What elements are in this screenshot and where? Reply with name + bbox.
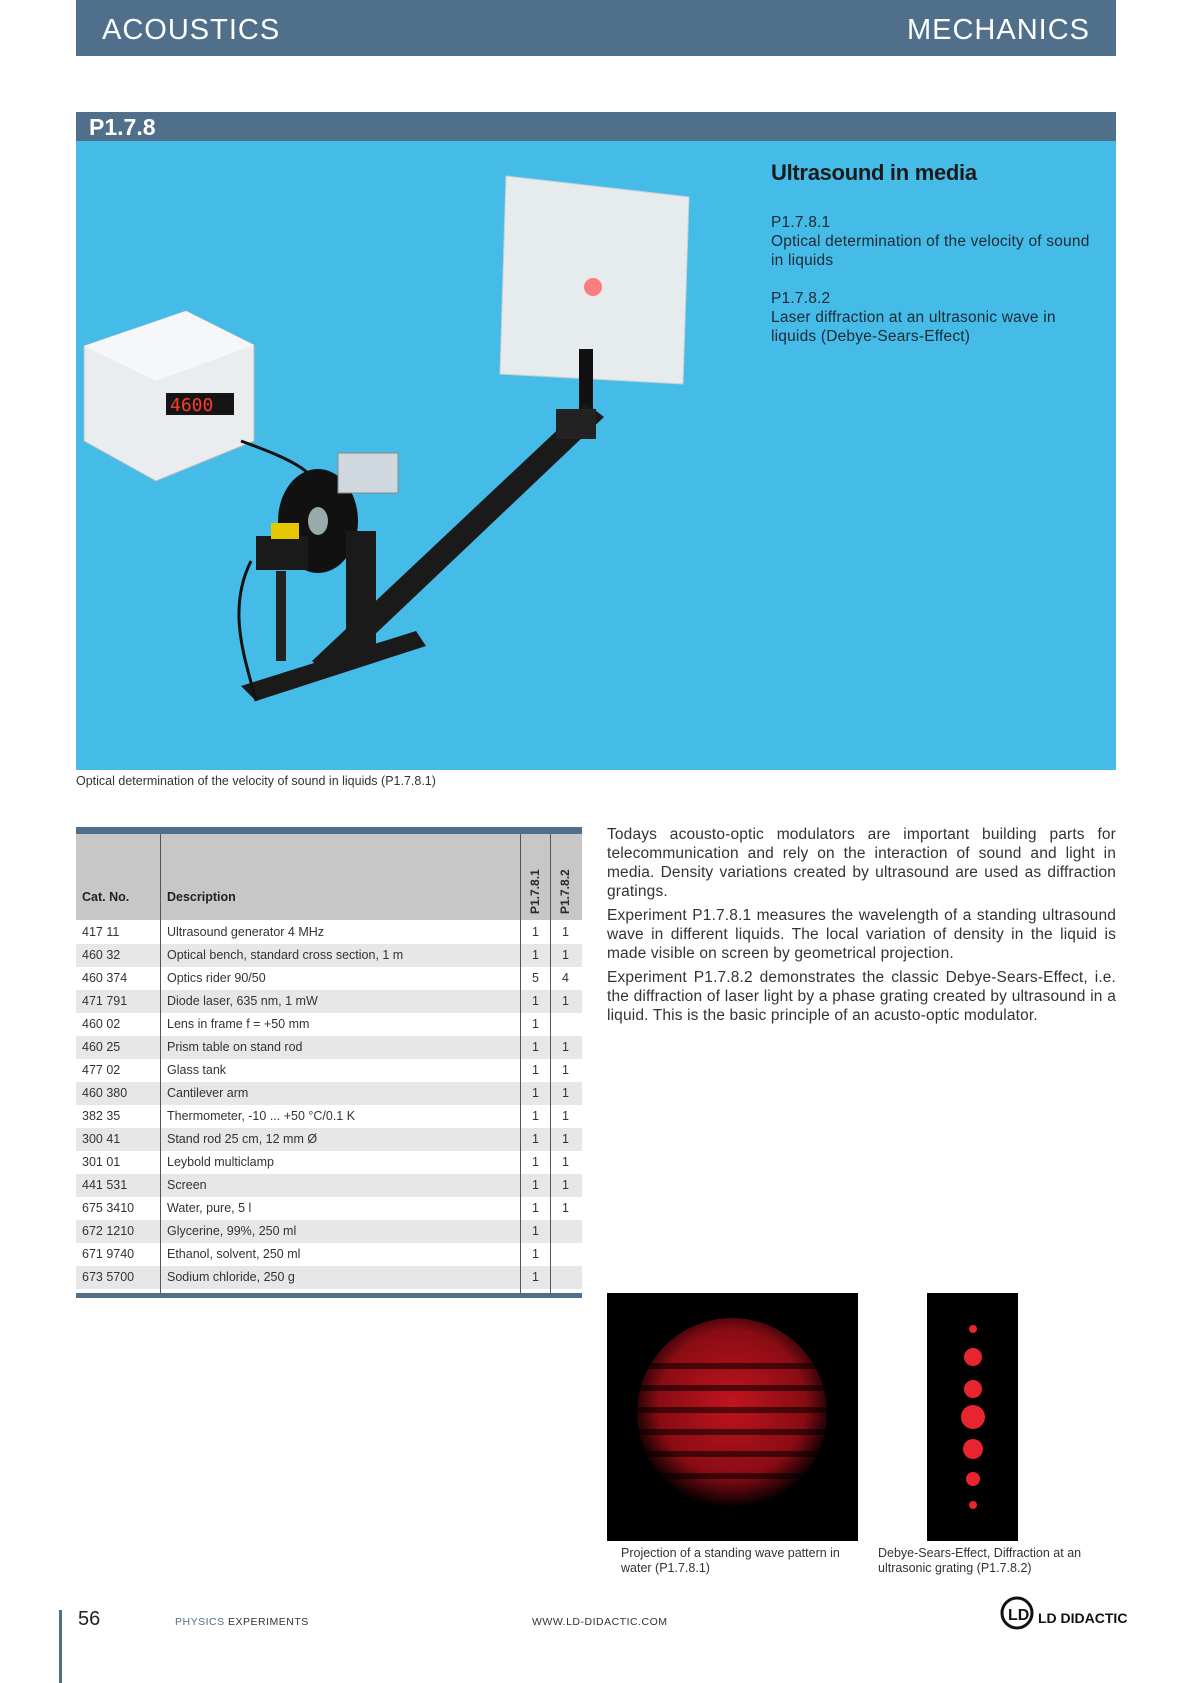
col-divider — [520, 834, 521, 1293]
photo-caption: Optical determination of the velocity of sound in liquids (P1.7.8.1) — [76, 774, 436, 788]
cell-qty-2: 4 — [562, 971, 569, 985]
cell-qty-2: 1 — [562, 1109, 569, 1123]
cell-description: Diode laser, 635 nm, 1 mW — [167, 994, 318, 1008]
cell-description: Stand rod 25 cm, 12 mm Ø — [167, 1132, 318, 1146]
diffraction-image — [927, 1293, 1018, 1541]
cell-qty-2: 1 — [562, 1155, 569, 1169]
ld-didactic-logo — [1000, 1593, 1128, 1633]
table-row — [76, 1220, 582, 1243]
cell-qty-1: 1 — [532, 925, 539, 939]
cell-qty-1: 1 — [532, 1086, 539, 1100]
cell-cat-no: 301 01 — [82, 1155, 121, 1169]
cell-cat-no: 672 1210 — [82, 1224, 135, 1238]
cell-cat-no: 477 02 — [82, 1063, 121, 1077]
experiment-photo — [76, 141, 1116, 770]
body-paragraph-2: Experiment P1.7.8.1 measures the wavelength of a standing ultrasound wave in different liquids. The local variation of density in the liquid is made visible on screen by geometrical projection. — [607, 907, 1116, 962]
cell-qty-2: 1 — [562, 948, 569, 962]
cell-description: Sodium chloride, 250 g — [167, 1270, 295, 1284]
experiment-2-text: Laser diffraction at an ultrasonic wave in liquids (Debye-Sears-Effect) — [771, 309, 1056, 345]
cell-cat-no: 460 374 — [82, 971, 128, 985]
display-readout: 4600 — [170, 395, 214, 416]
topic-title: Ultrasound in media — [771, 160, 977, 185]
cell-qty-1: 1 — [532, 1109, 539, 1123]
section-code: P1.7.8 — [89, 114, 156, 140]
cell-description: Screen — [167, 1178, 207, 1192]
cell-description: Glass tank — [167, 1063, 227, 1077]
table-row — [76, 990, 582, 1013]
cell-qty-2: 1 — [562, 994, 569, 1008]
header-desc: Description — [167, 890, 236, 904]
chapter-left: ACOUSTICS — [102, 14, 281, 46]
cell-qty-1: 1 — [532, 994, 539, 1008]
experiment-2 — [771, 289, 1091, 346]
cell-cat-no: 673 5700 — [82, 1270, 135, 1284]
cell-description: Cantilever arm — [167, 1086, 249, 1100]
cell-qty-2: 1 — [562, 1201, 569, 1215]
cell-qty-1: 5 — [532, 971, 539, 985]
col-divider — [550, 834, 551, 1293]
footer-brand-blue: PHYSICS — [175, 1616, 225, 1628]
header-cat: Cat. No. — [82, 890, 130, 904]
cell-qty-1: 1 — [532, 948, 539, 962]
cell-qty-1: 1 — [532, 1063, 539, 1077]
cell-qty-1: 1 — [532, 1155, 539, 1169]
table-row — [76, 921, 582, 944]
table-row — [76, 1128, 582, 1151]
cell-cat-no: 441 531 — [82, 1178, 128, 1192]
table-top-rule — [76, 827, 582, 834]
svg-text:LD: LD — [1008, 1607, 1030, 1624]
cell-qty-1: 1 — [532, 1132, 539, 1146]
cell-qty-2: 1 — [562, 1178, 569, 1192]
chapter-header — [76, 0, 1116, 56]
section-bar — [76, 112, 1116, 141]
experiment-2-code: P1.7.8.2 — [771, 290, 831, 307]
cell-description: Optical bench, standard cross section, 1 m — [167, 948, 404, 962]
cell-description: Prism table on stand rod — [167, 1040, 303, 1054]
cell-cat-no: 417 11 — [82, 925, 120, 939]
cell-qty-1: 1 — [532, 1040, 539, 1054]
body-paragraph-1: Todays acousto-optic modulators are important building parts for telecommunication and rely on the interaction of sound and light in media. Density variations created by ultrasound are used as diffraction gratings. — [607, 826, 1116, 900]
cell-qty-2: 1 — [562, 1086, 569, 1100]
logo-text: LD DIDACTIC — [1038, 1610, 1128, 1626]
figure-1-caption: Projection of a standing wave pattern in water (P1.7.8.1) — [621, 1546, 840, 1575]
cell-qty-1: 1 — [532, 1247, 539, 1261]
cell-description: Ethanol, solvent, 250 ml — [167, 1247, 301, 1261]
cell-cat-no: 460 02 — [82, 1017, 121, 1031]
cell-description: Optics rider 90/50 — [167, 971, 266, 985]
table-row — [76, 1197, 582, 1220]
experiment-1-code: P1.7.8.1 — [771, 214, 831, 231]
cell-qty-2: 1 — [562, 1063, 569, 1077]
standing-wave-image — [607, 1293, 858, 1541]
table-row — [76, 944, 582, 967]
cell-cat-no: 460 25 — [82, 1040, 121, 1054]
cell-qty-2: 1 — [562, 925, 569, 939]
table-row — [76, 1151, 582, 1174]
cell-cat-no: 471 791 — [82, 994, 128, 1008]
footer-rule — [59, 1610, 62, 1683]
table-row — [76, 1266, 582, 1289]
cell-description: Water, pure, 5 l — [167, 1201, 252, 1215]
table-row — [76, 1082, 582, 1105]
cell-description: Thermometer, -10 ... +50 °C/0.1 K — [167, 1109, 356, 1123]
chapter-right: MECHANICS — [906, 14, 1090, 46]
experiment-1-text: Optical determination of the velocity of sound in liquids — [771, 233, 1090, 269]
cell-qty-1: 1 — [532, 1224, 539, 1238]
table-row — [76, 1243, 582, 1266]
experiment-1 — [771, 213, 1091, 270]
table-row — [76, 1059, 582, 1082]
body-paragraph-3: Experiment P1.7.8.2 demonstrates the classic Debye-Sears-Effect, i.e. the diffraction of laser light by a phase grating created by ultrasound in a liquid. This is the basic principle of an acusto-optic modulator. — [607, 969, 1116, 1024]
cell-cat-no: 460 32 — [82, 948, 121, 962]
table-bottom-rule — [76, 1293, 582, 1298]
cell-description: Glycerine, 99%, 250 ml — [167, 1224, 297, 1238]
cell-description: Ultrasound generator 4 MHz — [167, 925, 325, 939]
cell-qty-2: 1 — [562, 1040, 569, 1054]
header-e2: P1.7.8.2 — [558, 869, 572, 914]
footer-brand-rest: EXPERIMENTS — [228, 1616, 309, 1628]
cell-qty-2: 1 — [562, 1132, 569, 1146]
table-row — [76, 967, 582, 990]
header-e1: P1.7.8.1 — [528, 869, 542, 914]
figure-2-caption: Debye-Sears-Effect, Diffraction at an ultrasonic grating (P1.7.8.2) — [878, 1546, 1082, 1575]
cell-description: Leybold multiclamp — [167, 1155, 274, 1169]
table-row — [76, 1105, 582, 1128]
table-row — [76, 1174, 582, 1197]
cell-cat-no: 460 380 — [82, 1086, 128, 1100]
cell-qty-1: 1 — [532, 1270, 539, 1284]
cell-qty-1: 1 — [532, 1017, 539, 1031]
page-number: 56 — [78, 1608, 101, 1630]
cell-description: Lens in frame f = +50 mm — [167, 1017, 310, 1031]
table-header — [76, 834, 582, 920]
table-row — [76, 1013, 582, 1036]
table-row — [76, 1036, 582, 1059]
col-divider — [160, 834, 161, 1293]
footer-url[interactable]: WWW.LD-DIDACTIC.COM — [532, 1616, 668, 1628]
cell-cat-no: 382 35 — [82, 1109, 121, 1123]
footer-brand — [175, 1616, 309, 1628]
cell-cat-no: 671 9740 — [82, 1247, 135, 1261]
cell-cat-no: 675 3410 — [82, 1201, 135, 1215]
cell-qty-1: 1 — [532, 1201, 539, 1215]
cell-qty-1: 1 — [532, 1178, 539, 1192]
cell-cat-no: 300 41 — [82, 1132, 121, 1146]
